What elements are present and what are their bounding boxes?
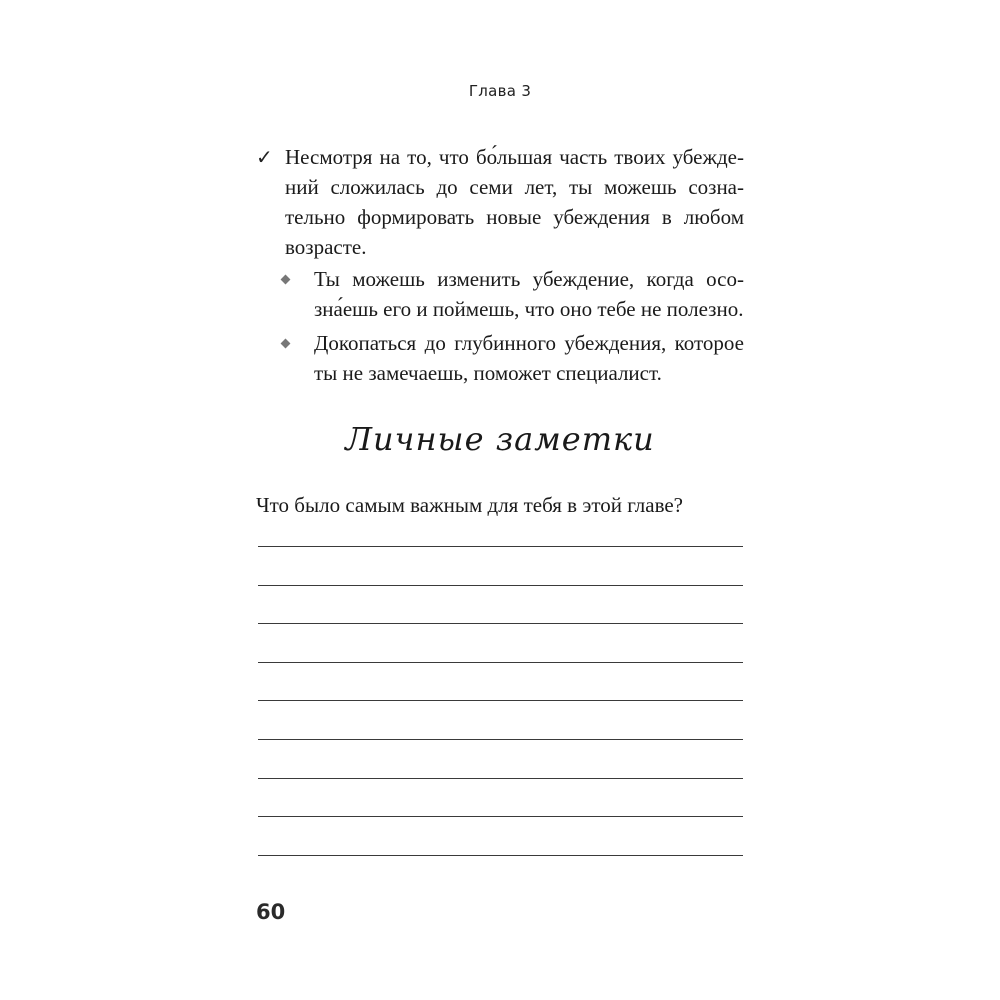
writing-lines (258, 546, 743, 893)
bullet-item-line: Ты можешь изменить убеждение, когда осо- (314, 267, 744, 291)
writing-line[interactable] (258, 855, 743, 856)
writing-line[interactable] (258, 700, 743, 701)
bullet-item-text (314, 264, 744, 324)
diamond-bullet-icon (281, 339, 291, 349)
writing-line[interactable] (258, 623, 743, 624)
bullet-item-line: зна́ешь его и поймешь, что оно тебе не полезно. (314, 297, 744, 321)
writing-line[interactable] (258, 662, 743, 663)
check-item-text (285, 142, 744, 262)
bullet-list-item (282, 328, 744, 388)
page-number: 60 (256, 900, 286, 924)
writing-line[interactable] (258, 739, 743, 740)
bullet-item-line: ты не замечаешь, поможет специалист. (314, 361, 662, 385)
notes-question: Что было самым важным для тебя в этой главе? (256, 493, 684, 517)
check-list-item (256, 142, 744, 262)
notes-heading: Личные заметки (345, 420, 655, 458)
running-head: Глава 3 (468, 82, 532, 100)
check-item-line: возрасте. (285, 235, 367, 259)
writing-line[interactable] (258, 778, 743, 779)
writing-line[interactable] (258, 585, 743, 586)
writing-line[interactable] (258, 816, 743, 817)
bullet-item-text (314, 328, 744, 388)
check-item-line: Несмотря на то, что бо́льшая часть твоих убежде- (285, 145, 744, 169)
writing-line[interactable] (258, 546, 743, 547)
check-mark-icon: ✓ (256, 145, 273, 169)
bullet-list-item (282, 264, 744, 324)
bullet-item-line: Докопаться до глубинного убеждения, которое (314, 331, 744, 355)
check-item-line: ний сложилась до семи лет, ты можешь созна- (285, 175, 744, 199)
diamond-bullet-icon (281, 275, 291, 285)
check-item-line: тельно формировать новые убеждения в любом (285, 205, 744, 229)
